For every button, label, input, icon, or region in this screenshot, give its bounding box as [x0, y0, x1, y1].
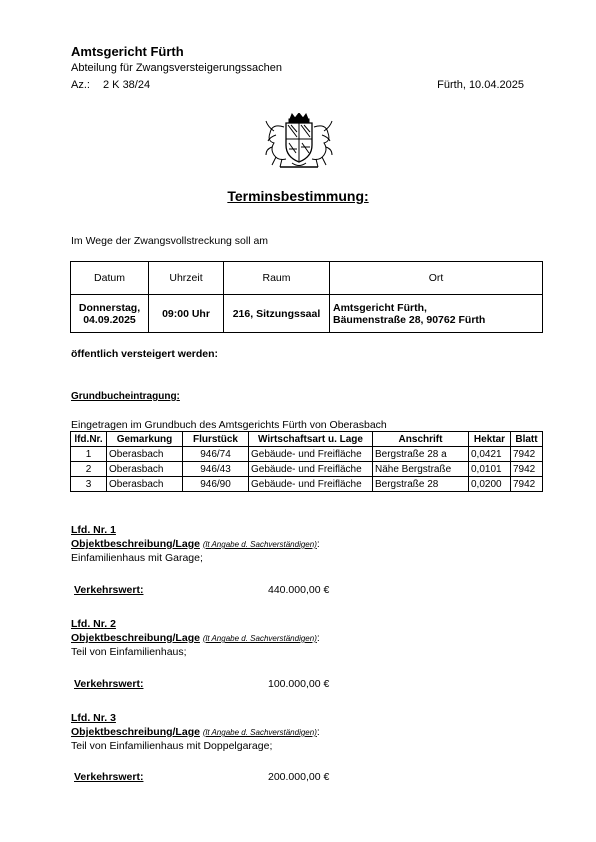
table-cell: Bergstraße 28 a: [373, 447, 469, 462]
object-number: Lfd. Nr. 3: [71, 712, 116, 724]
table-cell: Oberasbach: [107, 462, 183, 477]
table-row: [71, 447, 543, 462]
column-header: Gemarkung: [107, 432, 183, 447]
header-time: Uhrzeit: [149, 262, 224, 295]
table-cell: 0,0101: [469, 462, 511, 477]
column-header: Hektar: [469, 432, 511, 447]
object-description-label: Objektbeschreibung/Lage (lt Angabe d. Sachverständigen):: [71, 726, 320, 738]
table-row: [71, 462, 543, 477]
land-register-header-row: [71, 432, 543, 447]
table-cell: 7942: [511, 477, 543, 492]
table-cell: Bergstraße 28: [373, 477, 469, 492]
table-cell: Oberasbach: [107, 447, 183, 462]
market-value: 440.000,00 €: [268, 584, 330, 596]
column-header: Blatt: [511, 432, 543, 447]
table-cell: 7942: [511, 462, 543, 477]
place-date: Fürth, 10.04.2025: [437, 79, 524, 91]
page-title: Terminsbestimmung:: [227, 188, 369, 204]
appointment-date: Donnerstag, 04.09.2025: [71, 295, 149, 333]
object-description: Teil von Einfamilienhaus mit Doppelgarage;: [71, 740, 273, 752]
column-header: Wirtschaftsart u. Lage: [249, 432, 373, 447]
table-cell: 946/90: [183, 477, 249, 492]
table-cell: Gebäude- und Freifläche: [249, 477, 373, 492]
table-row: [71, 477, 543, 492]
table-cell: 0,0200: [469, 477, 511, 492]
table-cell: 0,0421: [469, 447, 511, 462]
intro-text: Im Wege der Zwangsvollstreckung soll am: [71, 235, 269, 247]
header-place: Ort: [330, 262, 543, 295]
land-register-heading: Grundbucheintragung:: [71, 391, 180, 402]
table-cell: 7942: [511, 447, 543, 462]
appointment-header-row: [71, 262, 543, 295]
market-value: 200.000,00 €: [268, 771, 330, 783]
land-register-text: Eingetragen im Grundbuch des Amtsgerichts Fürth von Oberasbach: [71, 419, 387, 431]
appointment-room: 216, Sitzungssaal: [224, 295, 330, 333]
column-header: Flurstück: [183, 432, 249, 447]
auction-text: öffentlich versteigert werden:: [71, 348, 219, 360]
object-description-label: Objektbeschreibung/Lage (lt Angabe d. Sachverständigen):: [71, 632, 320, 644]
appointment-place: Amtsgericht Fürth, Bäumenstraße 28, 90762 Fürth: [330, 295, 543, 333]
appointment-table: [70, 261, 543, 333]
table-cell: 946/74: [183, 447, 249, 462]
market-value-label: Verkehrswert:: [74, 584, 144, 596]
header-date: Datum: [71, 262, 149, 295]
table-cell: 1: [71, 447, 107, 462]
table-cell: Nähe Bergstraße: [373, 462, 469, 477]
column-header: lfd.Nr.: [71, 432, 107, 447]
object-description: Einfamilienhaus mit Garage;: [71, 552, 203, 564]
file-number-label: Az.:: [71, 79, 90, 91]
table-cell: 3: [71, 477, 107, 492]
header-room: Raum: [224, 262, 330, 295]
file-number: 2 K 38/24: [103, 79, 151, 91]
column-header: Anschrift: [373, 432, 469, 447]
table-cell: 2: [71, 462, 107, 477]
table-cell: Gebäude- und Freifläche: [249, 462, 373, 477]
market-value: 100.000,00 €: [268, 678, 330, 690]
bavarian-coat-of-arms-icon: [262, 113, 336, 169]
department-name: Abteilung für Zwangsversteigerungssachen: [71, 62, 282, 74]
market-value-label: Verkehrswert:: [74, 771, 144, 783]
object-number: Lfd. Nr. 2: [71, 618, 116, 630]
object-description-label: Objektbeschreibung/Lage (lt Angabe d. Sachverständigen):: [71, 538, 320, 550]
appointment-value-row: [71, 295, 543, 333]
object-number: Lfd. Nr. 1: [71, 524, 116, 536]
court-name: Amtsgericht Fürth: [71, 44, 184, 59]
appointment-time: 09:00 Uhr: [149, 295, 224, 333]
table-cell: Oberasbach: [107, 477, 183, 492]
land-register-table: [70, 431, 543, 492]
market-value-label: Verkehrswert:: [74, 678, 144, 690]
object-description: Teil von Einfamilienhaus;: [71, 646, 187, 658]
table-cell: 946/43: [183, 462, 249, 477]
table-cell: Gebäude- und Freifläche: [249, 447, 373, 462]
